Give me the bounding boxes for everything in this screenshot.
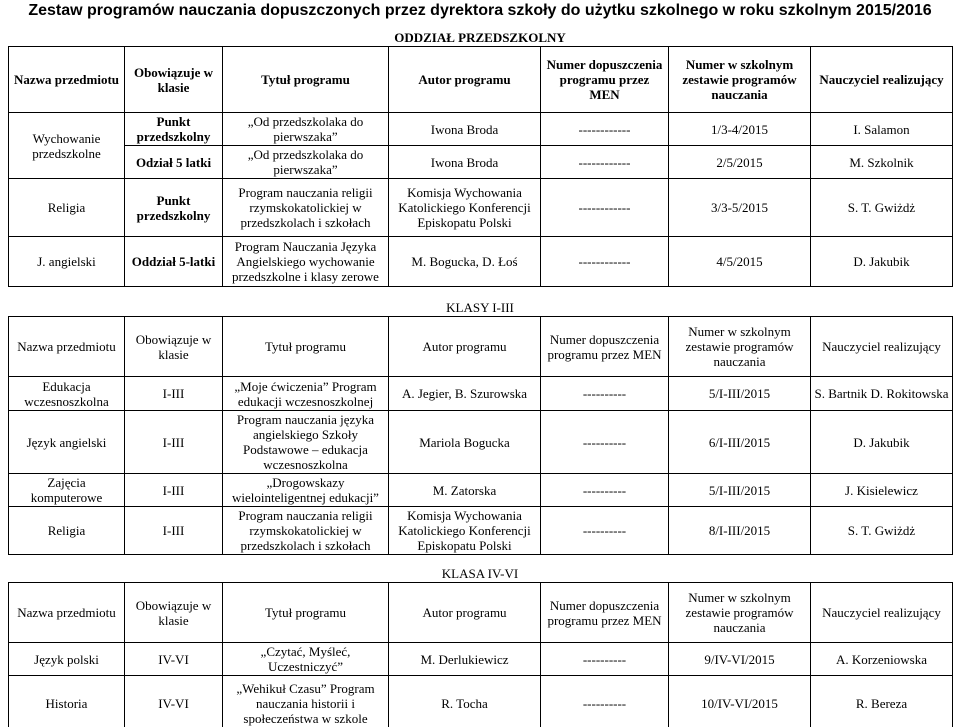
author-cell: M. Derlukiewicz (389, 643, 541, 676)
class-cell: I-III (125, 377, 223, 411)
subject-cell: Język angielski (9, 411, 125, 474)
header-cell: Numer w szkolnym zestawie programów nauczania (669, 317, 811, 377)
men-cell: ------------ (541, 146, 669, 179)
section-caption-klasy-1-3: KLASY I-III (446, 300, 514, 315)
table-row (9, 113, 953, 146)
header-row (9, 47, 953, 113)
teacher-cell: M. Szkolnik (811, 146, 953, 179)
title-cell: „Od przedszkolaka do pierwszaka” (223, 113, 389, 146)
table-row (9, 377, 953, 411)
author-cell: M. Bogucka, D. Łoś (389, 237, 541, 287)
author-cell: M. Zatorska (389, 474, 541, 507)
teacher-cell: D. Jakubik (811, 411, 953, 474)
header-cell: Nazwa przedmiotu (9, 47, 125, 113)
header-cell: Obowiązuje w klasie (125, 47, 223, 113)
subject-cell: Religia (9, 507, 125, 555)
number-cell: 10/IV-VI/2015 (669, 676, 811, 727)
header-row (9, 317, 953, 377)
teacher-cell: A. Korzeniowska (811, 643, 953, 676)
number-cell: 2/5/2015 (669, 146, 811, 179)
table-row (9, 179, 953, 237)
author-cell: Iwona Broda (389, 146, 541, 179)
subject-cell: Religia (9, 179, 125, 237)
header-cell: Tytuł programu (223, 317, 389, 377)
header-cell: Numer dopuszczenia programu przez MEN (541, 317, 669, 377)
teacher-cell: R. Bereza (811, 676, 953, 727)
table-row (9, 237, 953, 287)
subject-cell: Język polski (9, 643, 125, 676)
class-cell: Punkt przedszkolny (125, 179, 223, 237)
table-row (9, 676, 953, 727)
section-caption-przedszkolny: ODDZIAŁ PRZEDSZKOLNY (394, 30, 566, 45)
men-cell: ---------- (541, 411, 669, 474)
title-cell: Program Nauczania Języka Angielskiego wychowanie przedszkolne i klasy zerowe (223, 237, 389, 287)
header-cell: Tytuł programu (223, 47, 389, 113)
number-cell: 5/I-III/2015 (669, 474, 811, 507)
title-cell: „Drogowskazy wielointeligentnej edukacji” (223, 474, 389, 507)
table-klasa-4-6 (8, 582, 953, 727)
author-cell: Iwona Broda (389, 113, 541, 146)
header-cell: Numer dopuszczenia programu przez MEN (541, 47, 669, 113)
men-cell: ------------ (541, 113, 669, 146)
class-cell: IV-VI (125, 676, 223, 727)
author-cell: Komisja Wychowania Katolickiego Konferencji Episkopatu Polski (389, 179, 541, 237)
class-cell: I-III (125, 507, 223, 555)
subject-cell: J. angielski (9, 237, 125, 287)
men-cell: ------------ (541, 237, 669, 287)
subject-cell: Zajęcia komputerowe (9, 474, 125, 507)
men-cell: ---------- (541, 474, 669, 507)
men-cell: ---------- (541, 377, 669, 411)
class-cell: Oddział 5-latki (125, 237, 223, 287)
number-cell: 4/5/2015 (669, 237, 811, 287)
header-cell: Tytuł programu (223, 583, 389, 643)
title-cell: Program nauczania religii rzymskokatolickiej w przedszkolach i szkołach (223, 179, 389, 237)
header-cell: Autor programu (389, 583, 541, 643)
section-caption-klasa-4-6: KLASA IV-VI (441, 566, 519, 581)
header-cell: Autor programu (389, 47, 541, 113)
teacher-cell: I. Salamon (811, 113, 953, 146)
table-row (9, 474, 953, 507)
number-cell: 1/3-4/2015 (669, 113, 811, 146)
subject-cell: Historia (9, 676, 125, 727)
header-cell: Nauczyciel realizujący (811, 583, 953, 643)
author-cell: Mariola Bogucka (389, 411, 541, 474)
table-row (9, 411, 953, 474)
header-cell: Obowiązuje w klasie (125, 583, 223, 643)
teacher-cell: D. Jakubik (811, 237, 953, 287)
author-cell: A. Jegier, B. Szurowska (389, 377, 541, 411)
subject-cell: Wychowanie przedszkolne (9, 113, 125, 179)
header-cell: Nazwa przedmiotu (9, 583, 125, 643)
table-row (9, 146, 953, 179)
class-cell: I-III (125, 411, 223, 474)
table-row (9, 507, 953, 555)
header-cell: Nauczyciel realizujący (811, 47, 953, 113)
table-klasy-1-3 (8, 316, 953, 555)
author-cell: Komisja Wychowania Katolickiego Konferencji Episkopatu Polski (389, 507, 541, 555)
title-cell: „Wehikuł Czasu” Program nauczania historii i społeczeństwa w szkole (223, 676, 389, 727)
teacher-cell: J. Kisielewicz (811, 474, 953, 507)
number-cell: 8/I-III/2015 (669, 507, 811, 555)
class-cell: Punkt przedszkolny (125, 113, 223, 146)
teacher-cell: S. T. Gwiżdż (811, 507, 953, 555)
header-cell: Obowiązuje w klasie (125, 317, 223, 377)
author-cell: R. Tocha (389, 676, 541, 727)
page-title: Zestaw programów nauczania dopuszczonych przez dyrektora szkoły do użytku szkolnego w roku szkolnym 2015/2016 (28, 2, 932, 19)
header-cell: Nauczyciel realizujący (811, 317, 953, 377)
number-cell: 9/IV-VI/2015 (669, 643, 811, 676)
header-row (9, 583, 953, 643)
men-cell: ---------- (541, 676, 669, 727)
header-cell: Autor programu (389, 317, 541, 377)
title-cell: Program nauczania języka angielskiego Szkoły Podstawowe – edukacja wczesnoszkolna (223, 411, 389, 474)
title-cell: Program nauczania religii rzymskokatolickiej w przedszkolach i szkołach (223, 507, 389, 555)
header-cell: Numer dopuszczenia programu przez MEN (541, 583, 669, 643)
men-cell: ---------- (541, 643, 669, 676)
header-cell: Nazwa przedmiotu (9, 317, 125, 377)
table-row (9, 643, 953, 676)
men-cell: ------------ (541, 179, 669, 237)
number-cell: 3/3-5/2015 (669, 179, 811, 237)
class-cell: Odział 5 latki (125, 146, 223, 179)
men-cell: ---------- (541, 507, 669, 555)
title-cell: „Od przedszkolaka do pierwszaka” (223, 146, 389, 179)
number-cell: 5/I-III/2015 (669, 377, 811, 411)
subject-cell: Edukacja wczesnoszkolna (9, 377, 125, 411)
teacher-cell: S. T. Gwiżdż (811, 179, 953, 237)
title-cell: „Czytać, Myśleć, Uczestniczyć” (223, 643, 389, 676)
table-przedszkolny (8, 46, 953, 287)
number-cell: 6/I-III/2015 (669, 411, 811, 474)
title-cell: „Moje ćwiczenia” Program edukacji wczesnoszkolnej (223, 377, 389, 411)
header-cell: Numer w szkolnym zestawie programów nauczania (669, 47, 811, 113)
teacher-cell: S. Bartnik D. Rokitowska (811, 377, 953, 411)
class-cell: I-III (125, 474, 223, 507)
header-cell: Numer w szkolnym zestawie programów nauczania (669, 583, 811, 643)
class-cell: IV-VI (125, 643, 223, 676)
